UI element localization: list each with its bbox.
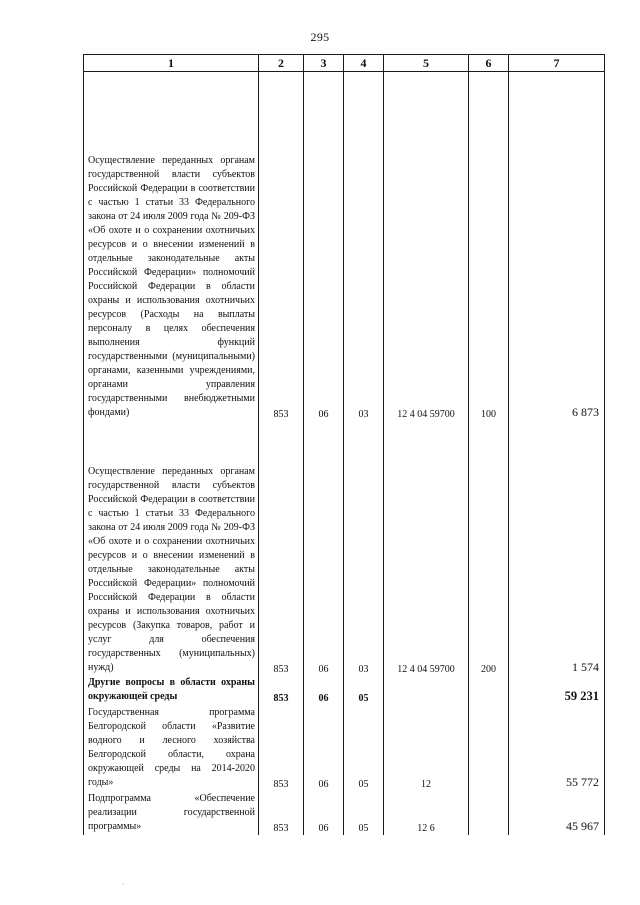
table-body <box>84 72 605 836</box>
header-col-1: 1 <box>84 55 259 72</box>
row-amount: 45 967 <box>509 791 605 835</box>
row-target-code: 12 4 04 59700 <box>384 421 469 676</box>
row-name: Государственная программа Белгородской области «Развитие водного и лесного хозяйства Белгородской области, охрана окружающей среды на 2014-2020 годы» <box>84 705 259 791</box>
row-target-code: 12 <box>384 705 469 791</box>
header-col-6: 6 <box>469 55 509 72</box>
header-col-7: 7 <box>509 55 605 72</box>
row-name: Осуществление переданных органам государственной власти субъектов Российской Федерации в соответствии с частью 1 статьи 33 Федерального закона от 24 июля 2009 года № 209-ФЗ «Об охоте и о сохранении охотничьих ресурсов и о внесении изменений в отдельные законодательные акты Российской Федерации» полномочий Российской Федерации в области охраны и использования охотничьих ресурсов (Расходы на выплаты персоналу в целях обеспечения выполнения функций государственными (муниципальными) органами, казенными учреждениями, органами управления государственными внебюджетными фондами) <box>84 72 259 422</box>
row-expense-type <box>469 676 509 705</box>
row-ministry-code: 853 <box>259 676 304 705</box>
row-ministry-code: 853 <box>259 705 304 791</box>
row-subsection-code: 03 <box>344 72 384 422</box>
row-amount: 55 772 <box>509 705 605 791</box>
row-amount: 6 873 <box>509 72 605 422</box>
row-section-code: 06 <box>304 705 344 791</box>
row-target-code: 12 6 <box>384 791 469 835</box>
row-subsection-code: 05 <box>344 705 384 791</box>
row-expense-type: 200 <box>469 421 509 676</box>
row-subsection-code: 05 <box>344 676 384 705</box>
page-number: 295 <box>310 30 330 44</box>
header-col-2: 2 <box>259 55 304 72</box>
header-col-3: 3 <box>304 55 344 72</box>
table-header <box>84 55 605 72</box>
row-expense-type <box>469 705 509 791</box>
scan-mark: · <box>122 880 125 889</box>
header-col-5: 5 <box>384 55 469 72</box>
row-subsection-code: 05 <box>344 791 384 835</box>
row-name: Осуществление переданных органам государственной власти субъектов Российской Федерации в соответствии с частью 1 статьи 33 Федерального закона от 24 июля 2009 года № 209-ФЗ «Об охоте и о сохранении охотничьих ресурсов и о внесении изменений в отдельные законодательные акты Российской Федерации» полномочий Российской Федерации в области охраны и использования охотничьих ресурсов (Закупка товаров, работ и услуг для обеспечения государственных (муниципальных) нужд) <box>84 421 259 676</box>
row-amount: 1 574 <box>509 421 605 676</box>
header-row <box>84 55 605 72</box>
table-row <box>84 421 605 676</box>
row-section-code: 06 <box>304 676 344 705</box>
row-expense-type <box>469 791 509 835</box>
row-amount: 59 231 <box>509 676 605 705</box>
row-ministry-code: 853 <box>259 72 304 422</box>
row-target-code <box>384 676 469 705</box>
row-subsection-code: 03 <box>344 421 384 676</box>
row-ministry-code: 853 <box>259 791 304 835</box>
table-row <box>84 705 605 791</box>
row-expense-type: 100 <box>469 72 509 422</box>
table-row <box>84 676 605 705</box>
row-section-code: 06 <box>304 791 344 835</box>
row-name: Другие вопросы в области охраны окружающей среды <box>84 676 259 705</box>
table-row <box>84 72 605 422</box>
row-target-code: 12 4 04 59700 <box>384 72 469 422</box>
row-name: Подпрограмма «Обеспечение реализации государственной программы» <box>84 791 259 835</box>
row-ministry-code: 853 <box>259 421 304 676</box>
row-section-code: 06 <box>304 421 344 676</box>
table-row <box>84 791 605 835</box>
header-col-4: 4 <box>344 55 384 72</box>
row-section-code: 06 <box>304 72 344 422</box>
budget-table <box>83 54 605 835</box>
